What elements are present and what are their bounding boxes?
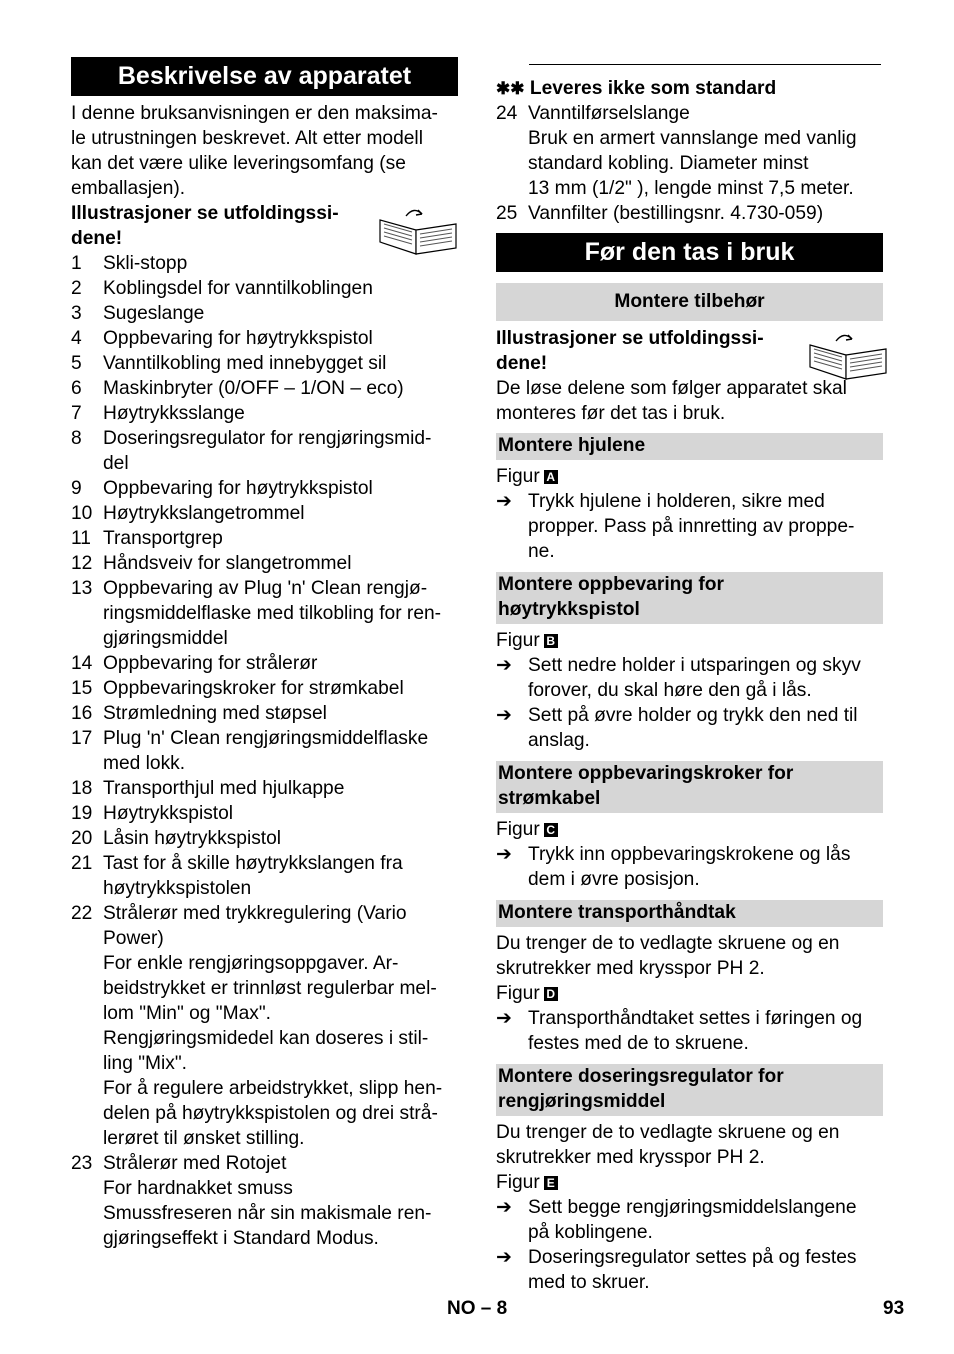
part-item-number: 2 xyxy=(71,278,82,299)
part-item-text: For å regulere arbeidstrykket, slipp hen- xyxy=(103,1078,443,1099)
arrow-right-icon: ➔ xyxy=(496,705,512,726)
step-text: Trykk hjulene i holderen, sikre med xyxy=(528,491,825,512)
accessory-item-number: 25 xyxy=(496,203,518,224)
accessory-item-text: Bruk en armert vannslange med vanlig xyxy=(528,128,857,149)
part-item-number: 5 xyxy=(71,353,82,374)
step-text: med to skruer. xyxy=(528,1272,650,1293)
part-item-number: 21 xyxy=(71,853,93,874)
part-item-number: 1 xyxy=(71,253,82,274)
figure-letter-badge: E xyxy=(544,1176,558,1190)
part-item-text: Transportgrep xyxy=(103,528,223,549)
step-text: Doseringsregulator settes på og festes xyxy=(528,1247,857,1268)
illustration-note-line: dene! xyxy=(496,353,548,374)
step-text: Transporthåndtaket settes i føringen og xyxy=(528,1008,863,1029)
part-item-text: Skli-stopp xyxy=(103,253,188,274)
step-text: Trykk inn oppbevaringskrokene og lås xyxy=(528,844,851,865)
footer-section-label: NO – 8 xyxy=(447,1298,508,1319)
step-text: propper. Pass på innretting av proppe- xyxy=(528,516,855,537)
part-item-number: 13 xyxy=(71,578,93,599)
part-item-text: gjøringseffekt i Standard Modus. xyxy=(103,1228,379,1249)
part-item-text: Håndsveiv for slangetrommel xyxy=(103,553,352,574)
page-number: 93 xyxy=(883,1298,905,1319)
figure-reference: Figur D xyxy=(496,981,558,1006)
subsection-heading-line: Montere doseringsregulator for xyxy=(498,1066,784,1087)
subsection-heading-line: strømkabel xyxy=(498,788,601,809)
part-item-text: gjøringsmiddel xyxy=(103,628,228,649)
instruction-text: Du trenger de to vedlagte skruene og en xyxy=(496,1122,840,1143)
figure-reference: Figur C xyxy=(496,817,558,842)
arrow-right-icon: ➔ xyxy=(496,655,512,676)
step-text: Sett nedre holder i utsparingen og skyv xyxy=(528,655,861,676)
part-item-text: Høytrykkslangetrommel xyxy=(103,503,305,524)
accessory-item-text: 13 mm (1/2" ), lengde minst 7,5 meter. xyxy=(528,178,854,199)
open-book-icon xyxy=(376,206,460,256)
part-item-text: del xyxy=(103,453,129,474)
intro-line: monteres før det tas i bruk. xyxy=(496,403,726,424)
figure-letter-badge: A xyxy=(544,470,558,484)
part-item-number: 20 xyxy=(71,828,93,849)
step-text: forover, du skal høre den gå i lås. xyxy=(528,680,812,701)
figure-reference: Figur A xyxy=(496,464,558,489)
intro-line: I denne bruksanvisningen er den maksima- xyxy=(71,103,438,124)
part-item-number: 9 xyxy=(71,478,82,499)
part-item-text: Høytrykkspistol xyxy=(103,803,234,824)
step-text: dem i øvre posisjon. xyxy=(528,869,700,890)
part-item-number: 14 xyxy=(71,653,93,674)
part-item-text: Sugeslange xyxy=(103,303,205,324)
accessory-item-number: 24 xyxy=(496,103,518,124)
part-item-number: 23 xyxy=(71,1153,93,1174)
subsection-heading-line: høytrykkspistol xyxy=(498,599,640,620)
section-heading-before-use: Før den tas i bruk xyxy=(496,233,883,272)
instruction-text: skrutrekker med krysspor PH 2. xyxy=(496,1147,765,1168)
subsection-heading xyxy=(496,1064,883,1116)
part-item-text: Power) xyxy=(103,928,164,949)
subsection-heading xyxy=(496,572,883,624)
part-item-text: Strålerør med trykkregulering (Vario xyxy=(103,903,407,924)
part-item-number: 16 xyxy=(71,703,93,724)
part-item-number: 17 xyxy=(71,728,93,749)
arrow-right-icon: ➔ xyxy=(496,491,512,512)
figure-reference: Figur E xyxy=(496,1170,558,1195)
subsection-heading xyxy=(496,433,883,460)
subsection-heading-line: Montere oppbevaringskroker for xyxy=(498,763,794,784)
part-item-text: Smussfreseren når sin makismale ren- xyxy=(103,1203,432,1224)
intro-line: emballasjen). xyxy=(71,178,186,199)
part-item-text: Oppbevaringskroker for strømkabel xyxy=(103,678,404,699)
subsection-heading-line: Montere hjulene xyxy=(498,435,646,456)
subsection-heading-line: rengjøringsmiddel xyxy=(498,1091,666,1112)
part-item-text: Strålerør med Rotojet xyxy=(103,1153,287,1174)
part-item-number: 11 xyxy=(71,528,91,549)
part-item-text: Doseringsregulator for rengjøringsmid- xyxy=(103,428,432,449)
step-text: anslag. xyxy=(528,730,590,751)
figure-letter-badge: D xyxy=(544,987,558,1001)
open-book-icon xyxy=(806,331,890,381)
illustration-note-line: dene! xyxy=(71,228,123,249)
step-text: Sett på øvre holder og trykk den ned til xyxy=(528,705,858,726)
part-item-number: 7 xyxy=(71,403,82,424)
part-item-text: For hardnakket smuss xyxy=(103,1178,293,1199)
part-item-number: 22 xyxy=(71,903,93,924)
figure-letter-badge: B xyxy=(544,634,558,648)
part-item-number: 19 xyxy=(71,803,93,824)
part-item-text: Rengjøringsmidedel kan doseres i stil- xyxy=(103,1028,429,1049)
subsection-heading xyxy=(496,900,883,927)
part-item-text: lerøret til ønsket stilling. xyxy=(103,1128,305,1149)
accessory-item-text: Vanntilførselslange xyxy=(528,103,690,124)
intro-line: le utrustningen beskrevet. Alt etter modell xyxy=(71,128,423,149)
arrow-right-icon: ➔ xyxy=(496,1197,512,1218)
part-item-text: For enkle rengjøringsoppgaver. Ar- xyxy=(103,953,399,974)
part-item-number: 4 xyxy=(71,328,82,349)
part-item-text: lom "Min" og "Max". xyxy=(103,1003,271,1024)
part-item-text: Plug 'n' Clean rengjøringsmiddelflaske xyxy=(103,728,429,749)
part-item-number: 10 xyxy=(71,503,93,524)
part-item-text: høytrykkspistolen xyxy=(103,878,252,899)
subsection-heading-line: Montere oppbevaring for xyxy=(498,574,724,595)
subsection-heading xyxy=(496,761,883,813)
footnote-rule xyxy=(529,64,881,65)
intro-line: kan det være ulike leveringsomfang (se xyxy=(71,153,406,174)
part-item-number: 12 xyxy=(71,553,93,574)
part-item-text: Vanntilkobling med innebygget sil xyxy=(103,353,387,374)
footnote: ✱✱ Leveres ikke som standard xyxy=(496,78,777,99)
part-item-text: med lokk. xyxy=(103,753,186,774)
intro-line: De løse delene som følger apparatet skal xyxy=(496,378,847,399)
part-item-text: delen på høytrykkspistolen og drei strå- xyxy=(103,1103,438,1124)
arrow-right-icon: ➔ xyxy=(496,844,512,865)
part-item-text: ling "Mix". xyxy=(103,1053,187,1074)
part-item-text: beidstrykket er trinnløst regulerbar mel- xyxy=(103,978,437,999)
accessory-item-text: standard kobling. Diameter minst xyxy=(528,153,809,174)
section-heading-description: Beskrivelse av apparatet xyxy=(71,57,458,96)
arrow-right-icon: ➔ xyxy=(496,1247,512,1268)
step-text: ne. xyxy=(528,541,555,562)
double-asterisk-icon: ✱✱ xyxy=(496,79,525,98)
part-item-text: Oppbevaring for høytrykkspistol xyxy=(103,328,373,349)
subheading-mount-accessories: Montere tilbehør xyxy=(496,283,883,321)
instruction-text: Du trenger de to vedlagte skruene og en xyxy=(496,933,840,954)
part-item-text: Låsin høytrykkspistol xyxy=(103,828,282,849)
step-text: Sett begge rengjøringsmiddelslangene xyxy=(528,1197,857,1218)
part-item-text: Oppbevaring av Plug 'n' Clean rengjø- xyxy=(103,578,428,599)
part-item-text: Strømledning med støpsel xyxy=(103,703,327,724)
subsection-heading-line: Montere transporthåndtak xyxy=(498,902,736,923)
arrow-right-icon: ➔ xyxy=(496,1008,512,1029)
illustration-note-line: Illustrasjoner se utfoldingssi- xyxy=(496,328,764,349)
part-item-text: ringsmiddelflaske med tilkobling for ren- xyxy=(103,603,442,624)
part-item-number: 18 xyxy=(71,778,93,799)
instruction-text: skrutrekker med krysspor PH 2. xyxy=(496,958,765,979)
step-text: festes med de to skruene. xyxy=(528,1033,749,1054)
part-item-text: Høytrykksslange xyxy=(103,403,245,424)
part-item-text: Oppbevaring for strålerør xyxy=(103,653,318,674)
illustration-note-line: Illustrasjoner se utfoldingssi- xyxy=(71,203,339,224)
part-item-text: Tast for å skille høytrykkslangen fra xyxy=(103,853,403,874)
part-item-text: Transporthjul med hjulkappe xyxy=(103,778,345,799)
accessory-item-text: Vannfilter (bestillingsnr. 4.730-059) xyxy=(528,203,824,224)
part-item-number: 8 xyxy=(71,428,82,449)
part-item-text: Oppbevaring for høytrykkspistol xyxy=(103,478,373,499)
step-text: på koblingene. xyxy=(528,1222,653,1243)
part-item-number: 6 xyxy=(71,378,82,399)
figure-reference: Figur B xyxy=(496,628,558,653)
part-item-number: 3 xyxy=(71,303,82,324)
part-item-text: Koblingsdel for vanntilkoblingen xyxy=(103,278,373,299)
part-item-text: Maskinbryter (0/OFF – 1/ON – eco) xyxy=(103,378,404,399)
part-item-number: 15 xyxy=(71,678,93,699)
figure-letter-badge: C xyxy=(544,823,558,837)
